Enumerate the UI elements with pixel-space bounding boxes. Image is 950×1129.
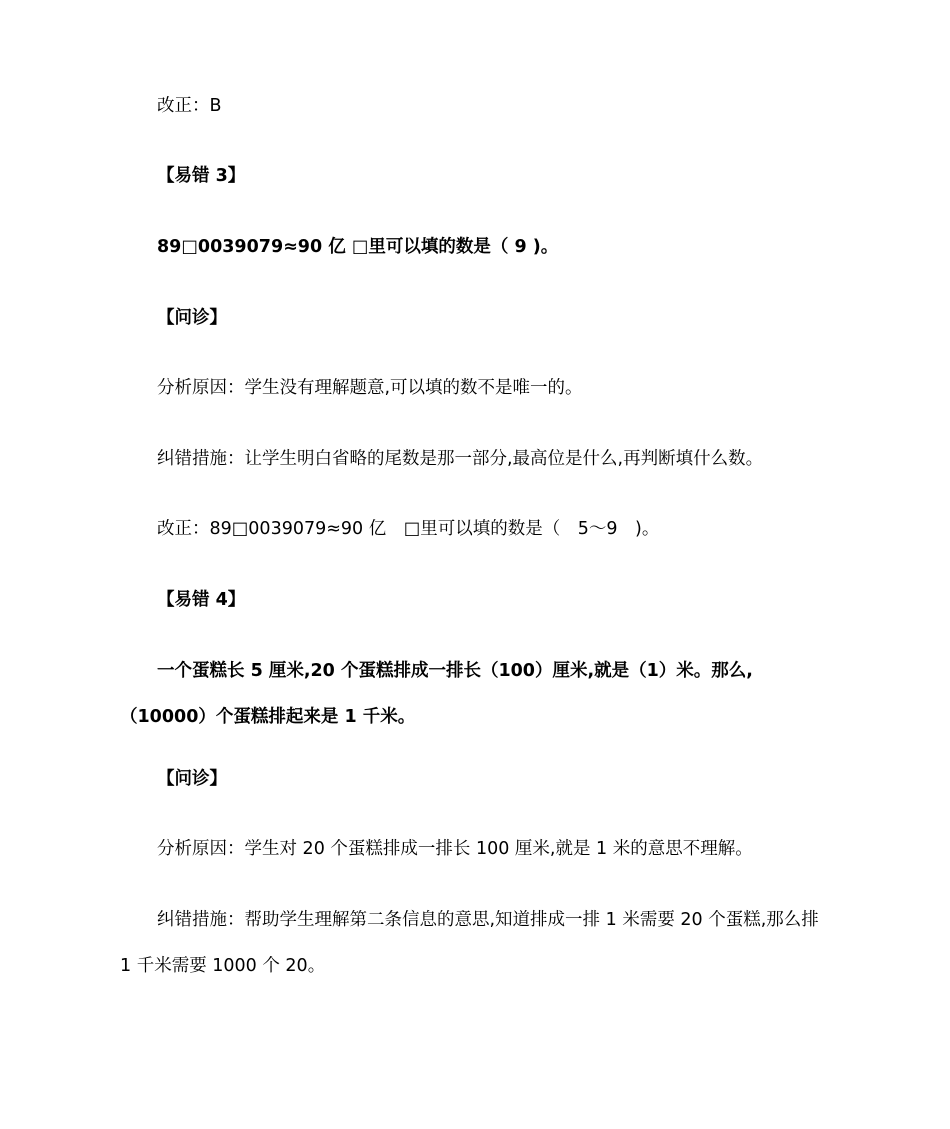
correction-answer-b: 改正：B [157, 96, 222, 116]
error-heading-3: 【易错 3】 [157, 166, 246, 186]
analysis-reason-2: 分析原因：学生对 20 个蛋糕排成一排长 100 厘米,就是 1 米的意思不理解。 [157, 839, 753, 859]
correction-measure-1: 纠错措施：让学生明白省略的尾数是那一部分,最高位是什么,再判断填什么数。 [157, 449, 764, 469]
analysis-reason-1: 分析原因：学生没有理解题意,可以填的数不是唯一的。 [157, 378, 583, 398]
error-4-question: 一个蛋糕长 5 厘米,20 个蛋糕排成一排长（100）厘米,就是（1）米。那么,（10000）个蛋糕排起来是 1 千米。 [120, 661, 753, 727]
diagnosis-heading-1: 【问诊】 [157, 308, 227, 328]
error-heading-4: 【易错 4】 [157, 590, 246, 610]
error-3-question: 89□0039079≈90 亿 □里可以填的数是（ 9 )。 [157, 237, 559, 257]
correction-answer-3: 改正：89□0039079≈90 亿 □里可以填的数是（ 5～9 )。 [157, 519, 660, 539]
diagnosis-heading-2: 【问诊】 [157, 769, 227, 789]
correction-measure-2: 纠错措施：帮助学生理解第二条信息的意思,知道排成一排 1 米需要 20 个蛋糕,那么排 1 千米需要 1000 个 20。 [120, 910, 819, 976]
